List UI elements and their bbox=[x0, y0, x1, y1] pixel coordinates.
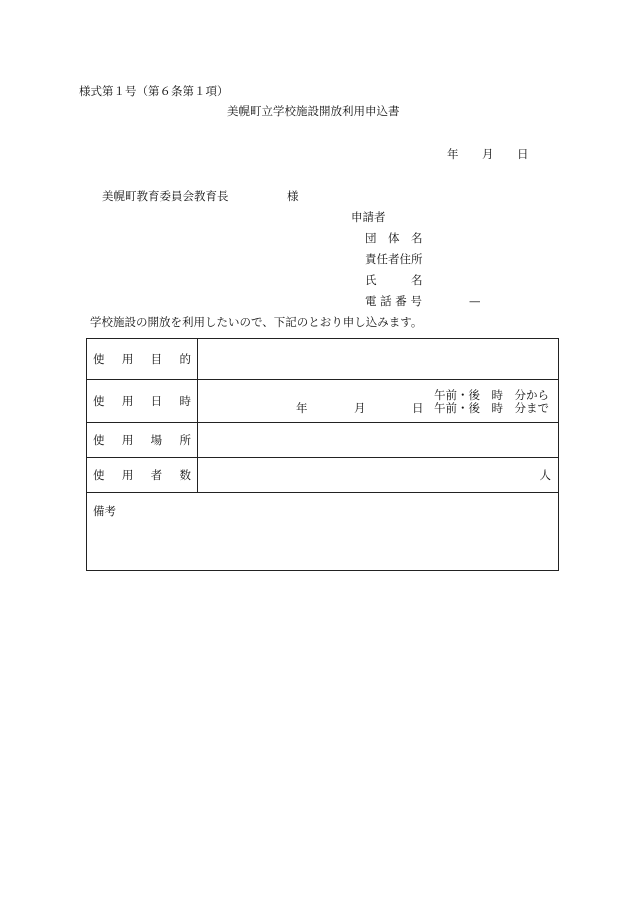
count-label-char: 用 bbox=[121, 468, 134, 482]
count-label-cell bbox=[87, 458, 198, 493]
applicant-phone-dash: — bbox=[469, 294, 481, 308]
purpose-label-char: 用 bbox=[121, 352, 134, 366]
applicant-name-label: 氏 名 bbox=[365, 273, 423, 287]
purpose-label bbox=[87, 351, 197, 367]
count-value-cell[interactable] bbox=[198, 458, 559, 493]
date-day-label: 日 bbox=[517, 147, 529, 161]
count-label-char: 者 bbox=[150, 468, 163, 482]
datetime-label-char: 時 bbox=[179, 394, 191, 408]
place-label-char: 場 bbox=[150, 433, 163, 447]
datetime-year: 年 bbox=[296, 401, 308, 415]
datetime-label-char: 使 bbox=[93, 394, 105, 408]
date-month-label: 月 bbox=[482, 147, 494, 161]
count-label-char: 数 bbox=[179, 468, 191, 482]
datetime-day: 日 bbox=[412, 401, 424, 415]
row-datetime bbox=[87, 380, 559, 423]
place-label-char: 使 bbox=[93, 433, 105, 447]
remarks-cell[interactable] bbox=[87, 493, 559, 571]
datetime-label-cell bbox=[87, 380, 198, 423]
addressee-honorific: 様 bbox=[287, 189, 299, 203]
datetime-label bbox=[87, 393, 197, 409]
date-year-label: 年 bbox=[447, 147, 459, 161]
form-title: 美幌町立学校施設開放利用申込書 bbox=[227, 104, 400, 118]
place-value-cell[interactable] bbox=[198, 423, 559, 458]
purpose-label-char: 使 bbox=[93, 352, 105, 366]
purpose-label-char: 的 bbox=[179, 352, 191, 366]
purpose-label-char: 目 bbox=[150, 352, 163, 366]
applicant-heading: 申請者 bbox=[351, 210, 386, 224]
row-remarks bbox=[87, 493, 559, 571]
form-number: 様式第１号（第６条第１項） bbox=[79, 84, 229, 98]
datetime-to: 午前・後 時 分まで bbox=[434, 401, 549, 415]
purpose-label-cell bbox=[87, 339, 198, 380]
place-label-char: 用 bbox=[121, 433, 134, 447]
remarks-label: 備考 bbox=[93, 504, 116, 518]
datetime-label-char: 日 bbox=[150, 394, 163, 408]
purpose-value-cell[interactable] bbox=[198, 339, 559, 380]
datetime-month: 月 bbox=[354, 401, 366, 415]
applicant-address-label: 責任者住所 bbox=[365, 252, 423, 266]
row-purpose bbox=[87, 339, 559, 380]
count-label-char: 使 bbox=[93, 468, 105, 482]
application-table bbox=[86, 338, 559, 571]
addressee-name: 美幌町教育委員会教育長 bbox=[102, 189, 229, 203]
applicant-phone-label: 電 話 番 号 bbox=[365, 294, 422, 308]
datetime-label-char: 用 bbox=[121, 394, 134, 408]
applicant-group-name-label: 団 体 名 bbox=[365, 231, 423, 245]
row-place bbox=[87, 423, 559, 458]
place-label bbox=[87, 432, 197, 448]
place-label-cell bbox=[87, 423, 198, 458]
count-label bbox=[87, 467, 197, 483]
datetime-from: 午前・後 時 分から bbox=[434, 388, 549, 402]
datetime-value-cell[interactable] bbox=[198, 380, 559, 423]
intro-text: 学校施設の開放を利用したいので、下記のとおり申し込みます。 bbox=[90, 315, 423, 329]
place-label-char: 所 bbox=[179, 433, 191, 447]
count-unit: 人 bbox=[539, 468, 551, 482]
row-count bbox=[87, 458, 559, 493]
